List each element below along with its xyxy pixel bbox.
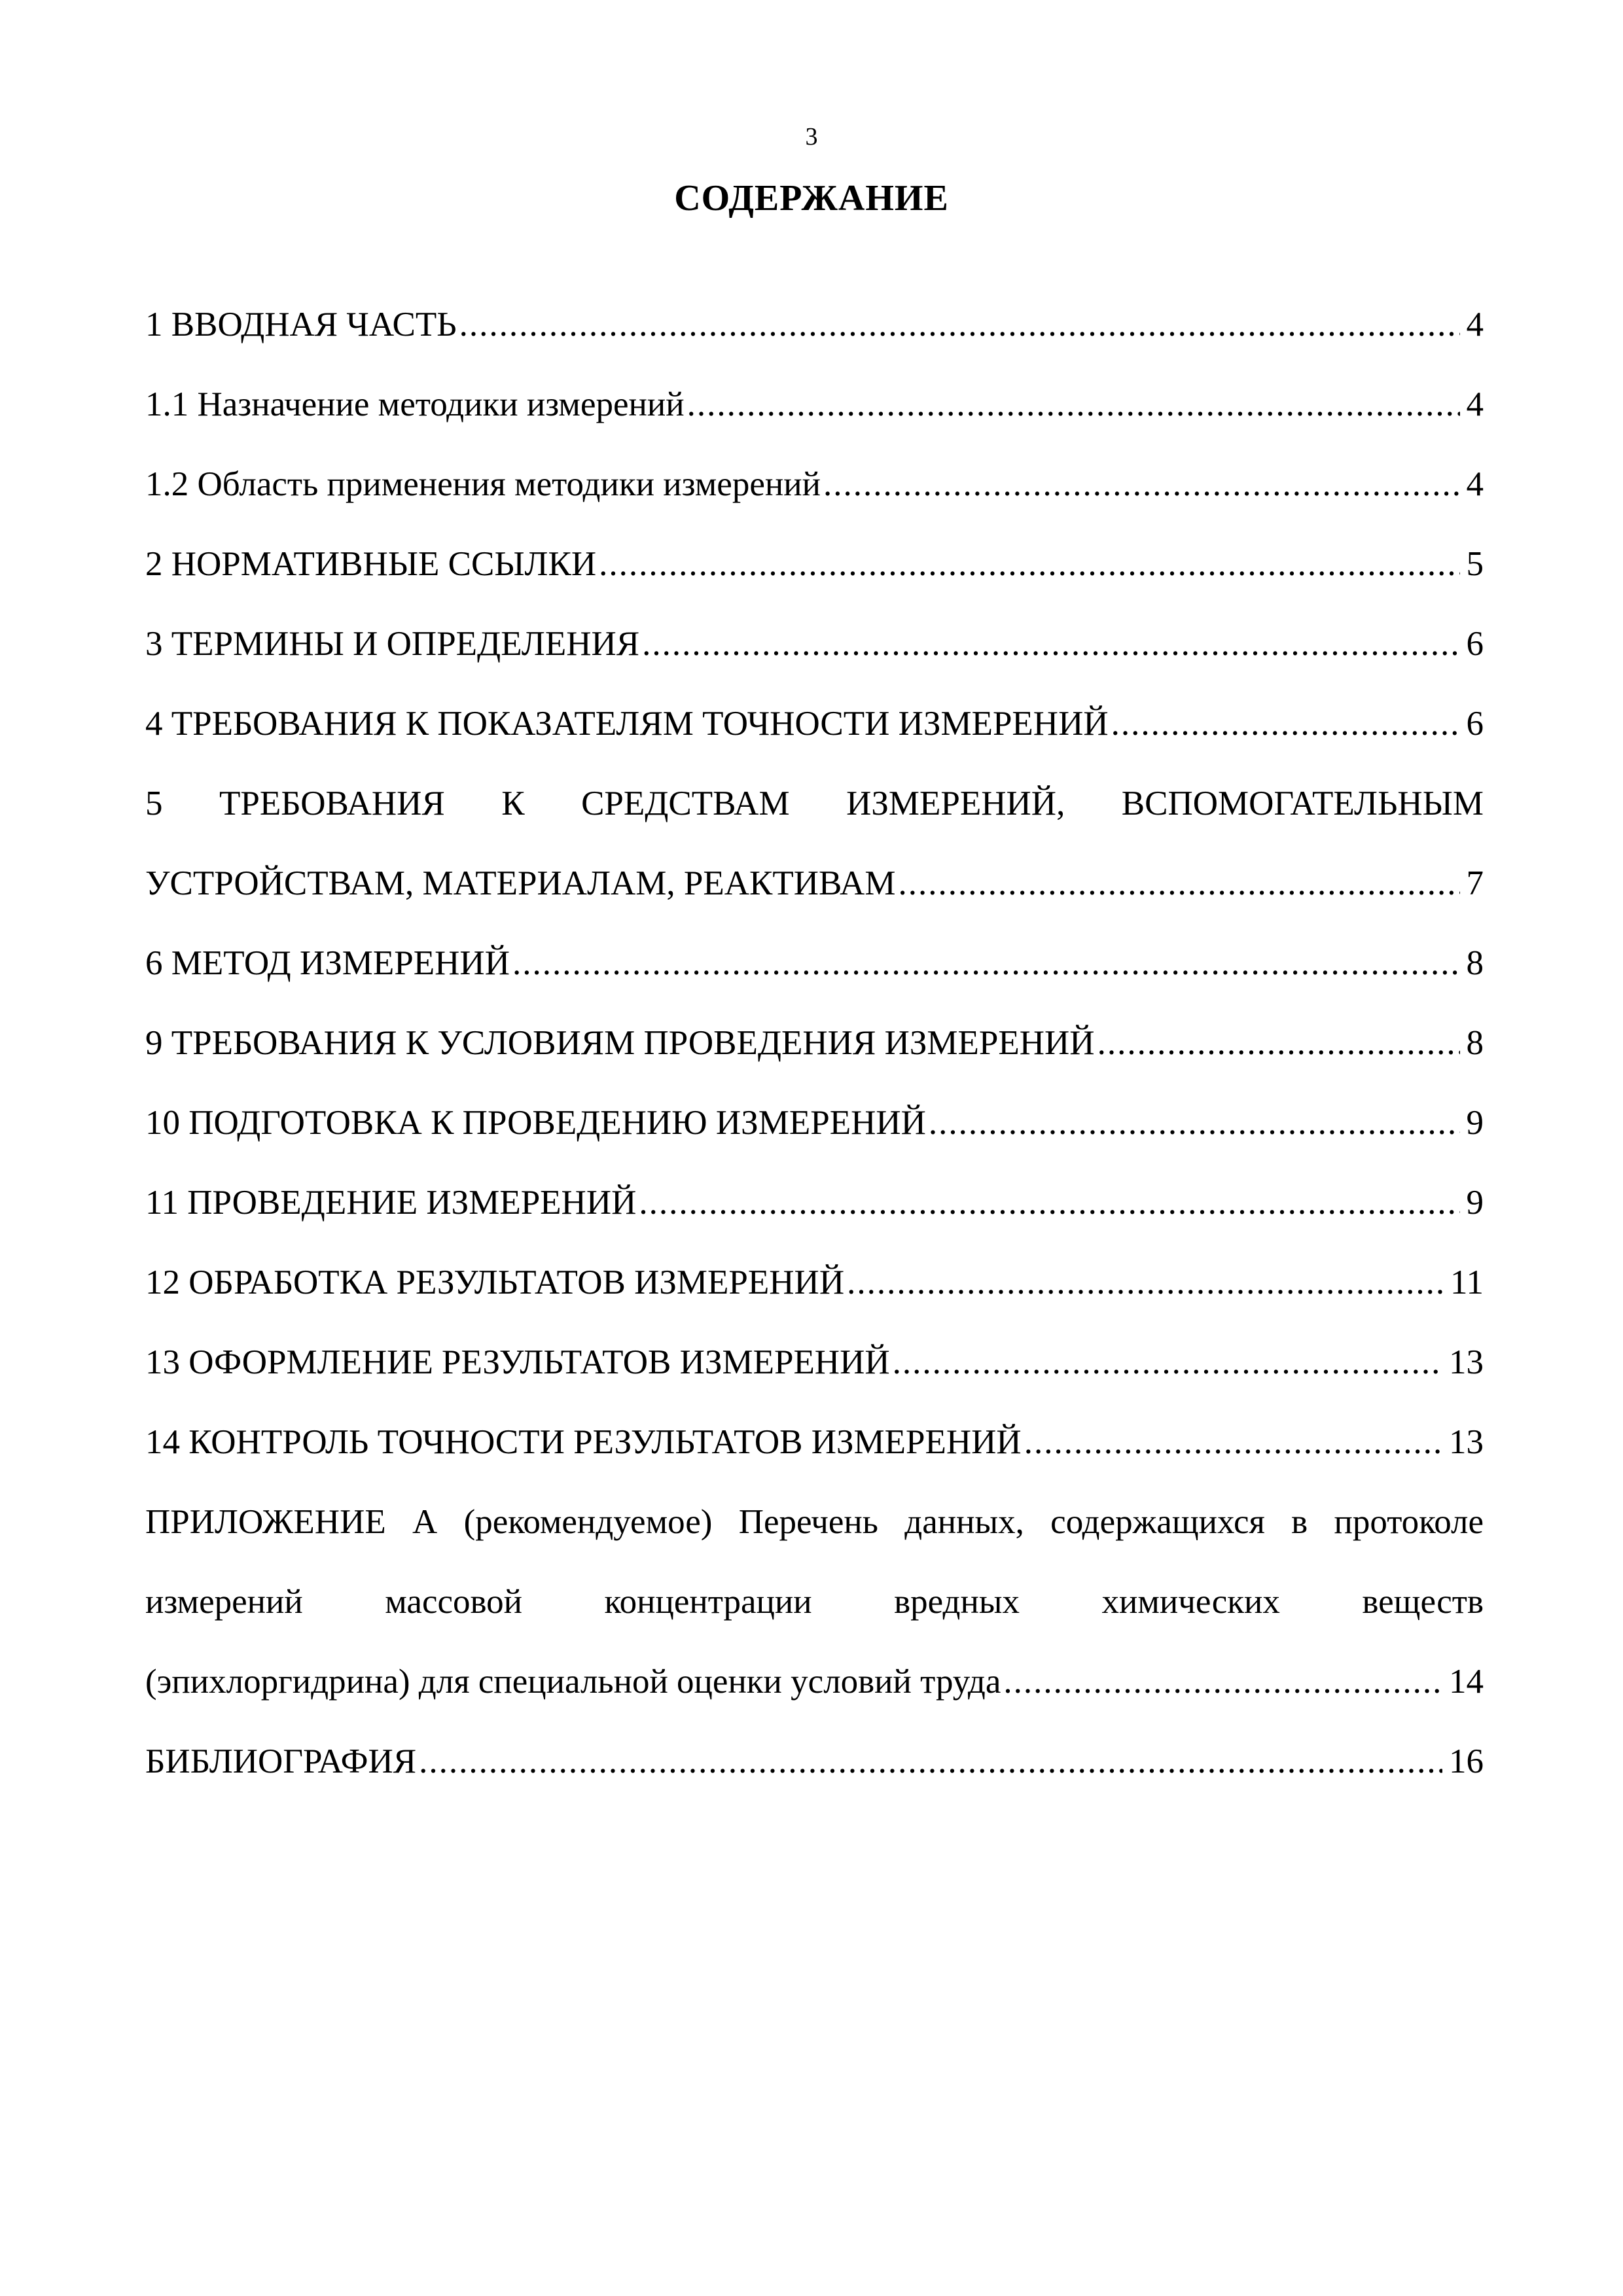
toc-leader-dots <box>599 524 1459 604</box>
toc-leader-dots <box>419 1722 1442 1801</box>
toc-page-number: 6 <box>1466 705 1484 743</box>
toc-entry-last-line <box>145 843 1484 923</box>
toc-entry-purpose[interactable] <box>145 364 1484 444</box>
toc-entry-bibliography[interactable] <box>145 1722 1484 1801</box>
page-title: СОДЕРЖАНИЕ <box>674 178 949 219</box>
toc-leader-dots <box>847 1243 1444 1322</box>
toc-leader-dots <box>687 364 1460 444</box>
toc-page-number: 8 <box>1466 1024 1484 1062</box>
toc-leader-dots <box>1111 684 1460 764</box>
toc-leader-dots <box>639 1163 1459 1243</box>
toc-page-number: 13 <box>1449 1343 1484 1381</box>
toc-page-number: 4 <box>1466 465 1484 503</box>
toc-leader-dots <box>1003 1642 1442 1722</box>
table-of-contents <box>145 285 1484 1801</box>
toc-entry-title: 13 ОФОРМЛЕНИЕ РЕЗУЛЬТАТОВ ИЗМЕРЕНИЙ <box>145 1343 890 1381</box>
toc-entry-scope[interactable] <box>145 444 1484 524</box>
toc-entry-introduction[interactable] <box>145 285 1484 364</box>
toc-entry-title-line: измерений массовой концентрации вредных химических веществ <box>145 1583 1484 1621</box>
toc-leader-dots <box>929 1083 1460 1163</box>
toc-entry-title-line: ПРИЛОЖЕНИЕ А (рекомендуемое) Перечень данных, содержащихся в протоколе <box>145 1503 1484 1541</box>
toc-entry-method[interactable] <box>145 923 1484 1003</box>
toc-entry-terms[interactable] <box>145 604 1484 684</box>
page-number: 3 <box>805 123 818 150</box>
toc-entry-title: 1.1 Назначение методики измерений <box>145 385 685 423</box>
toc-entry-title: 3 ТЕРМИНЫ И ОПРЕДЕЛЕНИЯ <box>145 625 640 663</box>
toc-entry-title: 1.2 Область применения методики измерений <box>145 465 821 503</box>
toc-page-number: 13 <box>1449 1423 1484 1461</box>
toc-entry-title: БИБЛИОГРАФИЯ <box>145 1742 417 1780</box>
toc-entry-title: 10 ПОДГОТОВКА К ПРОВЕДЕНИЮ ИЗМЕРЕНИЙ <box>145 1104 926 1142</box>
toc-leader-dots <box>823 444 1460 524</box>
toc-page-number: 9 <box>1466 1184 1484 1222</box>
toc-page-number: 7 <box>1466 864 1484 902</box>
toc-page-number: 6 <box>1466 625 1484 663</box>
toc-entry-title: 14 КОНТРОЛЬ ТОЧНОСТИ РЕЗУЛЬТАТОВ ИЗМЕРЕНИЙ <box>145 1423 1022 1461</box>
toc-entry-accuracy-control[interactable] <box>145 1402 1484 1482</box>
toc-page-number: 9 <box>1466 1104 1484 1142</box>
toc-leader-dots <box>898 843 1459 923</box>
toc-entry-appendix-a[interactable] <box>145 1482 1484 1722</box>
toc-leader-dots <box>642 604 1459 684</box>
toc-entry-title: 1 ВВОДНАЯ ЧАСТЬ <box>145 306 457 344</box>
toc-entry-title: 2 НОРМАТИВНЫЕ ССЫЛКИ <box>145 545 597 583</box>
toc-leader-dots <box>1024 1402 1442 1482</box>
toc-entry-equipment-requirements[interactable] <box>145 764 1484 923</box>
toc-leader-dots <box>893 1322 1442 1402</box>
toc-leader-dots <box>1097 1003 1460 1083</box>
toc-entry-conditions[interactable] <box>145 1003 1484 1083</box>
toc-page-number: 5 <box>1466 545 1484 583</box>
toc-page-number: 14 <box>1449 1663 1484 1701</box>
toc-entry-accuracy-requirements[interactable] <box>145 684 1484 764</box>
toc-page-number: 4 <box>1466 385 1484 423</box>
toc-page-number: 16 <box>1449 1742 1484 1780</box>
toc-entry-last-line <box>145 1642 1484 1722</box>
toc-entry-title-line: (эпихлоргидрина) для специальной оценки условий труда <box>145 1663 1001 1701</box>
toc-entry-title: 9 ТРЕБОВАНИЯ К УСЛОВИЯМ ПРОВЕДЕНИЯ ИЗМЕРЕНИЙ <box>145 1024 1095 1062</box>
toc-entry-title: 11 ПРОВЕДЕНИЕ ИЗМЕРЕНИЙ <box>145 1184 637 1222</box>
toc-entry-preparation[interactable] <box>145 1083 1484 1163</box>
toc-entry-procedure[interactable] <box>145 1163 1484 1243</box>
toc-page-number: 11 <box>1450 1263 1484 1301</box>
toc-entry-reporting[interactable] <box>145 1322 1484 1402</box>
toc-leader-dots <box>512 923 1460 1003</box>
toc-page-number: 4 <box>1466 306 1484 344</box>
toc-entry-normative-references[interactable] <box>145 524 1484 604</box>
toc-page-number: 8 <box>1466 944 1484 982</box>
toc-leader-dots <box>459 285 1460 364</box>
toc-entry-title-line: 5 ТРЕБОВАНИЯ К СРЕДСТВАМ ИЗМЕРЕНИЙ, ВСПОМОГАТЕЛЬНЫМ <box>145 785 1484 822</box>
toc-entry-title-line: УСТРОЙСТВАМ, МАТЕРИАЛАМ, РЕАКТИВАМ <box>145 864 896 902</box>
toc-entry-title: 6 МЕТОД ИЗМЕРЕНИЙ <box>145 944 510 982</box>
toc-entry-title: 12 ОБРАБОТКА РЕЗУЛЬТАТОВ ИЗМЕРЕНИЙ <box>145 1263 845 1301</box>
toc-entry-processing[interactable] <box>145 1243 1484 1322</box>
toc-entry-title: 4 ТРЕБОВАНИЯ К ПОКАЗАТЕЛЯМ ТОЧНОСТИ ИЗМЕРЕНИЙ <box>145 705 1109 743</box>
